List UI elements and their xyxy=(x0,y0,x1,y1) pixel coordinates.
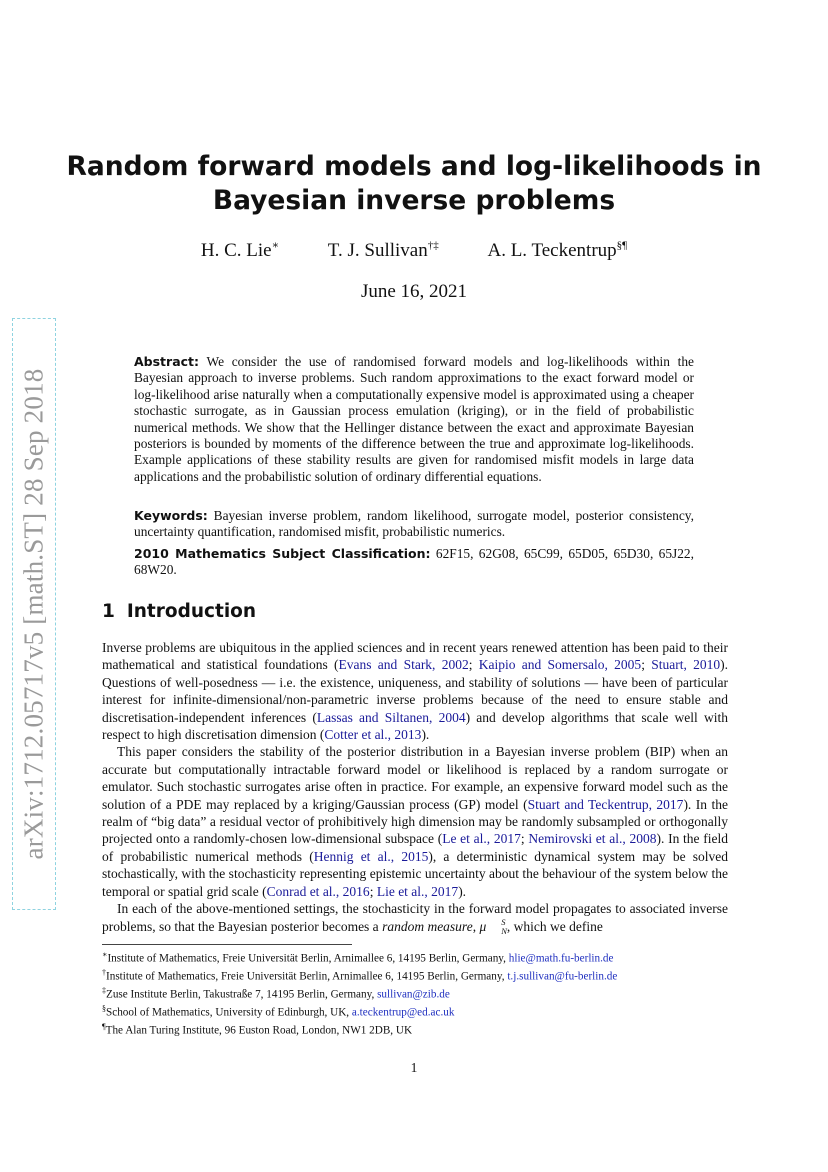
text-run: Inverse problems are ubiquitous in the applied sciences and in recent years renewed attention has been paid to their mathematical and statistical foundations ( xyxy=(102,640,728,673)
author-name: H. C. Lie xyxy=(200,240,272,262)
footnote xyxy=(102,1002,742,1020)
keywords xyxy=(134,508,694,541)
text-run: ; xyxy=(520,831,529,847)
footnote xyxy=(102,984,742,1002)
email-link[interactable]: t.j.sullivan@fu-berlin.de xyxy=(507,970,618,983)
text-run: , xyxy=(472,918,480,934)
footnote-mark: ∗ xyxy=(102,950,108,959)
keywords-label: Keywords: xyxy=(134,508,208,523)
author-2 xyxy=(328,240,439,261)
citation-link[interactable]: Stuart and Teckentrup, 2017 xyxy=(527,796,684,812)
citation-link[interactable]: Kaipio and Somersalo, 2005 xyxy=(478,657,642,673)
text-run: ). xyxy=(458,883,467,899)
math-subscript: N xyxy=(501,926,507,937)
title-line-2: Bayesian inverse problems xyxy=(212,185,616,216)
title-line-1: Random forward models and log-likelihoods in xyxy=(66,151,762,182)
email-link[interactable]: hlie@math.fu-berlin.de xyxy=(508,952,614,965)
citation-link[interactable]: Hennig et al., 2015 xyxy=(313,848,429,864)
paragraph-1 xyxy=(102,639,728,743)
author-3 xyxy=(487,240,627,261)
footnote-text: Institute of Mathematics, Freie Universität Berlin, Arnimallee 6, 14195 Berlin, Germany, xyxy=(106,970,508,983)
footnote-rule xyxy=(102,944,352,945)
author-marks: †‡ xyxy=(427,240,439,252)
citation-link[interactable]: Cotter et al., 2013 xyxy=(324,727,422,743)
text-run: ). In the field of probabilistic numerical methods ( xyxy=(102,831,728,864)
citation-link[interactable]: Le et al., 2017 xyxy=(442,831,521,847)
keywords-text: Bayesian inverse problem, random likelihood, surrogate model, posterior consistency, uncertainty quantification, randomised misfit, probabilistic numerics. xyxy=(134,508,694,540)
footnote-mark: § xyxy=(102,1003,106,1013)
msc-text: 62F15, 62G08, 65C99, 65D05, 65D30, 65J22, 68W20. xyxy=(134,546,694,578)
footnote xyxy=(102,966,742,984)
math-superscript: S xyxy=(501,917,506,928)
text-run: , which we define xyxy=(506,918,603,934)
author-name: T. J. Sullivan xyxy=(327,240,428,262)
math-symbol: μ xyxy=(479,918,487,934)
text-run: In each of the above-mentioned settings, the stochasticity in the forward model propagates to associated inverse problems, so that the Bayesian posterior becomes a xyxy=(102,901,728,934)
text-run: ). In the realm of “big data” a residual vector of prohibitively high dimension may be randomly subsampled or orthogonally projected onto a randomly-chosen low-dimensional subspace ( xyxy=(102,796,728,847)
author-marks: §¶ xyxy=(616,240,628,252)
author-name: A. L. Teckentrup xyxy=(487,240,617,262)
footnote xyxy=(102,1020,742,1038)
section-title: Introduction xyxy=(126,601,257,622)
paper-title xyxy=(0,150,828,218)
abstract xyxy=(134,354,694,485)
footnote-mark: ‡ xyxy=(102,985,106,995)
text-run: ). Questions of well-posedness — i.e. the existence, uniqueness, and stability of solutions — have been of particular interest for infinite-dimensional/non-parametric inverse problems because of the need to ensure stable and discretisation-independent inferences ( xyxy=(102,657,728,725)
email-link[interactable]: sullivan@zib.de xyxy=(377,988,450,1001)
text-run: ) and develop algorithms that scale well with respect to high discretisation dimension ( xyxy=(102,709,729,743)
author-1 xyxy=(201,240,279,261)
paper-date: June 16, 2021 xyxy=(360,281,468,302)
text-run: ). xyxy=(421,727,430,743)
text-run: This paper considers the stability of the posterior distribution in a Bayesian inverse problem (BIP) when an accurate but computationally intractable forward model or likelihood is replaced by a random surrogate or emulator. Such stochastic surrogates arise often in practice. For example, an expensive forward model such as the solution of a PDE may replaced by a kriging/Gaussian process (GP) model ( xyxy=(102,744,728,812)
citation-link[interactable]: Lie et al., 2017 xyxy=(376,883,459,899)
citation-link[interactable]: Stuart, 2010 xyxy=(651,657,721,673)
citation-link[interactable]: Evans and Stark, 2002 xyxy=(338,657,469,673)
footnote-text: Institute of Mathematics, Freie Universität Berlin, Arnimallee 6, 14195 Berlin, Germany, xyxy=(107,952,509,965)
math-mu xyxy=(479,917,507,937)
body-text xyxy=(102,639,728,936)
citation-link[interactable]: Lassas and Siltanen, 2004 xyxy=(316,709,466,725)
author-marks: ∗ xyxy=(271,240,280,252)
msc-label: 2010 Mathematics Subject Classification: xyxy=(134,546,431,561)
paragraph-2 xyxy=(102,743,728,900)
citation-link[interactable]: Conrad et al., 2016 xyxy=(266,883,370,899)
section-number: 1 xyxy=(102,601,115,622)
msc-classification xyxy=(134,546,694,579)
abstract-label: Abstract: xyxy=(134,354,200,369)
citation-link[interactable]: Nemirovski et al., 2008 xyxy=(528,831,657,847)
emphasis: random measure xyxy=(382,918,473,934)
author-list xyxy=(0,239,828,262)
footnote-mark: ¶ xyxy=(102,1021,106,1031)
arxiv-stamp-text: arXiv:1712.05717v5 [math.ST] 28 Sep 2018 xyxy=(18,368,49,860)
section-heading xyxy=(102,601,256,622)
footnote-text: The Alan Turing Institute, 96 Euston Road, London, NW1 2DB, UK xyxy=(105,1024,413,1037)
footnote xyxy=(102,948,742,966)
text-run: ), a deterministic dynamical system may be solved stochastically, with the stochasticity representing epistemic uncertainty about the behaviour of the system below the temporal or spatial grid scale ( xyxy=(102,848,729,899)
page-number: 1 xyxy=(410,1060,418,1075)
paragraph-3 xyxy=(102,900,728,936)
abstract-text: We consider the use of randomised forward models and log-likelihoods within the Bayesian approach to inverse problems. Such random approximations to the exact forward model or log-likelihood arise naturally when a computationally expensive model is approximated using a cheaper stochastic surrogate, as in Gaussian process emulation (kriging), or in the field of probabilistic numerical methods. We show that the Hellinger distance between the exact and approximate Bayesian posteriors is bounded by moments of the difference between the true and approximate log-likelihoods. Example applications of these stability results are given for randomised misfit models in large data applications and the probabilistic solution of ordinary differential equations. xyxy=(134,354,694,484)
text-run: ; xyxy=(468,657,479,673)
text-run: ; xyxy=(641,657,652,673)
email-link[interactable]: a.teckentrup@ed.ac.uk xyxy=(351,1006,455,1019)
footnote-mark: † xyxy=(102,967,106,977)
footnotes xyxy=(102,948,742,1038)
arxiv-stamp[interactable] xyxy=(12,318,56,910)
footnote-text: School of Mathematics, University of Edinburgh, UK, xyxy=(106,1006,352,1019)
text-run: ; xyxy=(369,883,377,899)
footnote-text: Zuse Institute Berlin, Takustraße 7, 14195 Berlin, Germany, xyxy=(106,988,378,1001)
